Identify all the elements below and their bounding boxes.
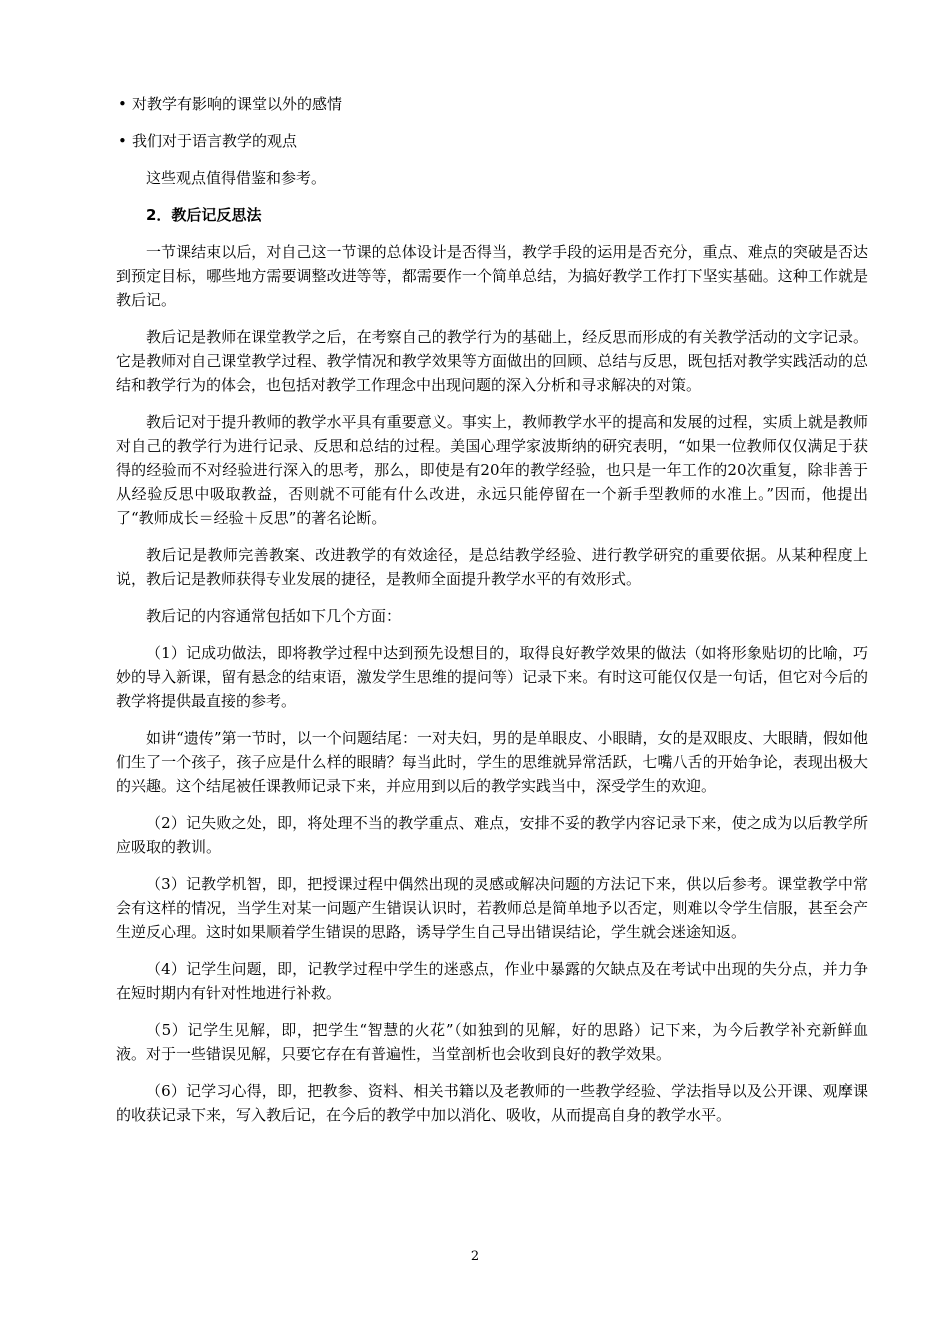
bullet-item xyxy=(116,129,868,153)
paragraph: 如讲“遗传”第一节时，以一个问题结尾：一对夫妇，男的是单眼皮、小眼睛，女的是双眼皮、大眼睛，假如他们生了一个孩子，孩子应是什么样的眼睛？每当此时，学生的思维就异常活跃，七嘴八舌的开始争论，表现出极大的兴趣。这个结尾被任课教师记录下来，并应用到以后的教学实践当中，深受学生的欢迎。 xyxy=(116,729,868,795)
bullet-marker: • xyxy=(118,132,127,150)
bullet-item xyxy=(116,92,868,116)
paragraph: （3）记教学机智，即，把授课过程中偶然出现的灵感或解决问题的方法记下来，供以后参考。课堂教学中常会有这样的情况，当学生对某一问题产生错误认识时，若教师总是简单地予以否定，则难以令学生信服，甚至会产生逆反心理。这时如果顺着学生错误的思路，诱导学生自己导出错误结论，学生就会迷途知返。 xyxy=(116,875,868,941)
section-heading: 2．教后记反思法 xyxy=(146,206,262,224)
paragraph: 教后记是教师在课堂教学之后，在考察自己的教学行为的基础上，经反思而形成的有关教学活动的文字记录。它是教师对自己课堂教学过程、教学情况和教学效果等方面做出的回顾、总结与反思，既包括对教学实践活动的总结和教学行为的体会，也包括对教学工作理念中出现问题的深入分析和寻求解决的对策。 xyxy=(116,328,868,394)
page-content xyxy=(116,92,868,1140)
paragraph: （5）记学生见解，即，把学生“智慧的火花”（如独到的见解，好的思路）记下来，为今后教学补充新鲜血液。对于一些错误见解，只要它存在有普遍性，当堂剖析也会收到良好的教学效果。 xyxy=(116,1021,868,1063)
paragraph: 教后记的内容通常包括如下几个方面： xyxy=(146,607,402,625)
paragraph: 教后记是教师完善教案、改进教学的有效途径，是总结教学经验、进行教学研究的重要依据。从某种程度上说，教后记是教师获得专业发展的捷径，是教师全面提升教学水平的有效形式。 xyxy=(116,546,868,588)
paragraph: （1）记成功做法，即将教学过程中达到预先设想目的，取得良好教学效果的做法（如将形象贴切的比喻，巧妙的导入新课，留有悬念的结束语，激发学生思维的提问等）记录下来。有时这可能仅仅是一句话，但它对今后的教学将提供最直接的参考。 xyxy=(116,644,868,710)
paragraph: 这些观点值得借鉴和参考。 xyxy=(146,169,327,187)
bullet-marker: • xyxy=(118,95,127,113)
page-number: 2 xyxy=(470,1249,480,1264)
bullet-text: 我们对于语言教学的观点 xyxy=(132,132,298,150)
paragraph: （4）记学生问题，即，记教学过程中学生的迷惑点，作业中暴露的欠缺点及在考试中出现的失分点，并力争在短时期内有针对性地进行补救。 xyxy=(116,960,868,1002)
paragraph: （6）记学习心得，即，把教参、资料、相关书籍以及老教师的一些教学经验、学法指导以及公开课、观摩课的收获记录下来，写入教后记，在今后的教学中加以消化、吸收，从而提高自身的教学水平。 xyxy=(116,1082,868,1124)
paragraph: （2）记失败之处，即，将处理不当的教学重点、难点，安排不妥的教学内容记录下来，使之成为以后教学所应吸取的教训。 xyxy=(116,814,868,856)
paragraph: 一节课结束以后，对自己这一节课的总体设计是否得当，教学手段的运用是否充分，重点、难点的突破是否达到预定目标，哪些地方需要调整改进等等，都需要作一个简单总结，为搞好教学工作打下坚实基础。这种工作就是教后记。 xyxy=(116,243,868,309)
bullet-text: 对教学有影响的课堂以外的感情 xyxy=(132,95,343,113)
paragraph: 教后记对于提升教师的教学水平具有重要意义。事实上，教师教学水平的提高和发展的过程，实质上就是教师对自己的教学行为进行记录、反思和总结的过程。美国心理学家波斯纳的研究表明，“如果一位教师仅仅满足于获得的经验而不对经验进行深入的思考，那么，即使是有20年的教学经验，也只是一年工作的20次重复，除非善于从经验反思中吸取教益，否则就不可能有什么改进，永远只能停留在一个新手型教师的水准上。”因而，他提出了“教师成长＝经验＋反思”的著名论断。 xyxy=(116,413,868,527)
